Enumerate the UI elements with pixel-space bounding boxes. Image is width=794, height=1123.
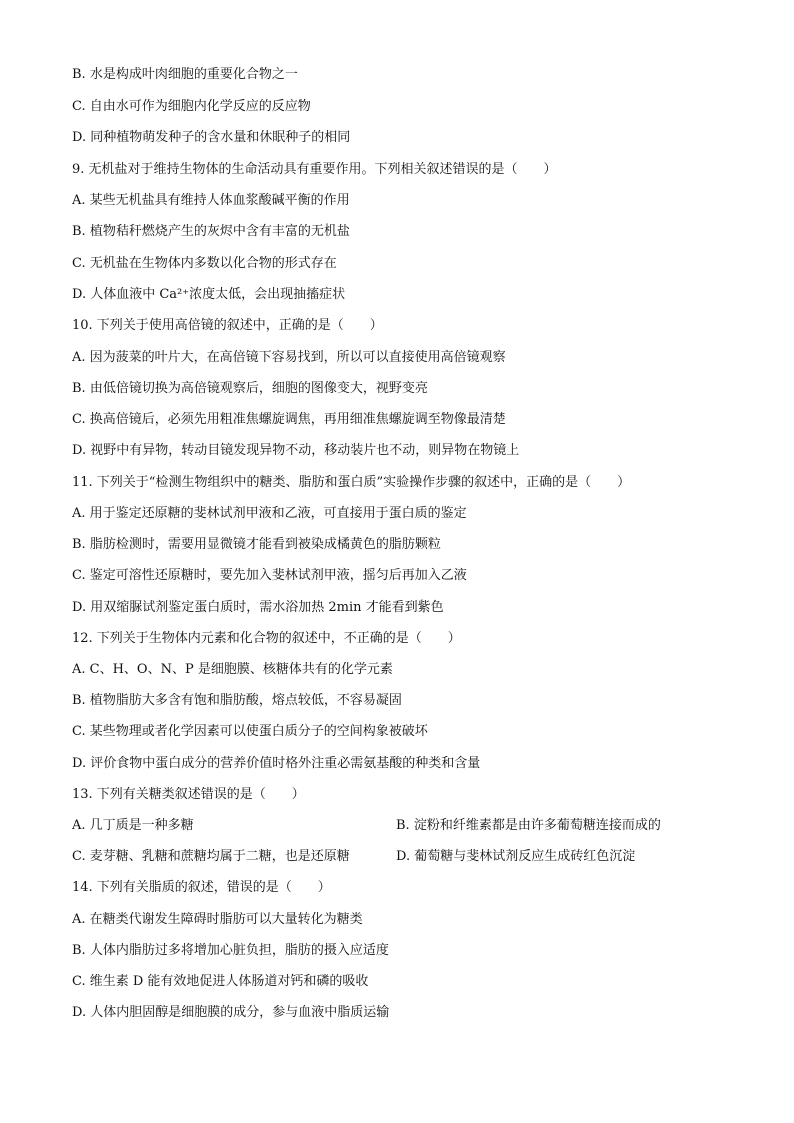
q12-option-a: A. C、H、O、N、P 是细胞膜、核糖体共有的化学元素 — [72, 662, 393, 677]
q13-option-d: D. 葡萄糖与斐林试剂反应生成砖红色沉淀 — [396, 849, 636, 864]
q10-option-c: C. 换高倍镜后，必须先用粗准焦螺旋调焦，再用细准焦螺旋调至物像最清楚 — [72, 412, 506, 427]
q11-stem: 11. 下列关于“检测生物组织中的糖类、脂肪和蛋白质”实验操作步骤的叙述中，正确的是（ ） — [72, 475, 631, 490]
q9-option-a: A. 某些无机盐具有维持人体血浆酸碱平衡的作用 — [72, 193, 350, 208]
q11-option-a: A. 用于鉴定还原糖的斐林试剂甲液和乙液，可直接用于蛋白质的鉴定 — [72, 506, 467, 521]
q14-option-b: B. 人体内脂肪过多将增加心脏负担，脂肪的摄入应适度 — [72, 943, 389, 958]
q12-option-b: B. 植物脂肪大多含有饱和脂肪酸，熔点较低，不容易凝固 — [72, 693, 402, 708]
q11-option-d: D. 用双缩脲试剂鉴定蛋白质时，需水浴加热 2min 才能看到紫色 — [72, 600, 444, 615]
q12-option-d: D. 评价食物中蛋白成分的营养价值时格外注重必需氨基酸的种类和含量 — [72, 756, 481, 771]
q13-stem: 13. 下列有关糖类叙述错误的是（ ） — [72, 787, 305, 802]
q10-stem: 10. 下列关于使用高倍镜的叙述中，正确的是（ ） — [72, 318, 383, 333]
q13-option-a: A. 几丁质是一种多糖 — [72, 818, 194, 833]
q11-option-c: C. 鉴定可溶性还原糖时，要先加入斐林试剂甲液，摇匀后再加入乙液 — [72, 568, 467, 583]
q10-option-b: B. 由低倍镜切换为高倍镜观察后，细胞的图像变大，视野变亮 — [72, 381, 428, 396]
q8-option-d: D. 同种植物萌发种子的含水量和休眠种子的相同 — [72, 130, 351, 145]
q10-option-a: A. 因为菠菜的叶片大，在高倍镜下容易找到，所以可以直接使用高倍镜观察 — [72, 350, 506, 365]
q14-option-a: A. 在糖类代谢发生障碍时脂肪可以大量转化为糖类 — [72, 912, 363, 927]
q9-option-c: C. 无机盐在生物体内多数以化合物的形式存在 — [72, 256, 337, 271]
q14-option-c: C. 维生素 D 能有效地促进人体肠道对钙和磷的吸收 — [72, 974, 369, 989]
q14-option-d: D. 人体内胆固醇是细胞膜的成分，参与血液中脂质运输 — [72, 1005, 390, 1020]
q13-option-c: C. 麦芽糖、乳糖和蔗糖均属于二糖，也是还原糖 — [72, 849, 350, 864]
q11-option-b: B. 脂肪检测时，需要用显微镜才能看到被染成橘黄色的脂肪颗粒 — [72, 537, 441, 552]
q12-option-c: C. 某些物理或者化学因素可以使蛋白质分子的空间构象被破坏 — [72, 724, 428, 739]
q9-option-b: B. 植物秸秆燃烧产生的灰烬中含有丰富的无机盐 — [72, 224, 350, 239]
q13-option-b: B. 淀粉和纤维素都是由许多葡萄糖连接而成的 — [396, 818, 661, 833]
q12-stem: 12. 下列关于生物体内元素和化合物的叙述中，不正确的是（ ） — [72, 631, 461, 646]
q10-option-d: D. 视野中有异物，转动目镜发现异物不动，移动装片也不动，则异物在物镜上 — [72, 443, 520, 458]
q8-option-b: B. 水是构成叶肉细胞的重要化合物之一 — [72, 67, 298, 82]
q14-stem: 14. 下列有关脂质的叙述，错误的是（ ） — [72, 880, 331, 895]
q8-option-c: C. 自由水可作为细胞内化学反应的反应物 — [72, 99, 311, 114]
q9-option-d: D. 人体血液中 Ca²⁺浓度太低，会出现抽搐症状 — [72, 287, 346, 302]
q9-stem: 9. 无机盐对于维持生物体的生命活动具有重要作用。下列相关叙述错误的是（ ） — [72, 162, 557, 177]
